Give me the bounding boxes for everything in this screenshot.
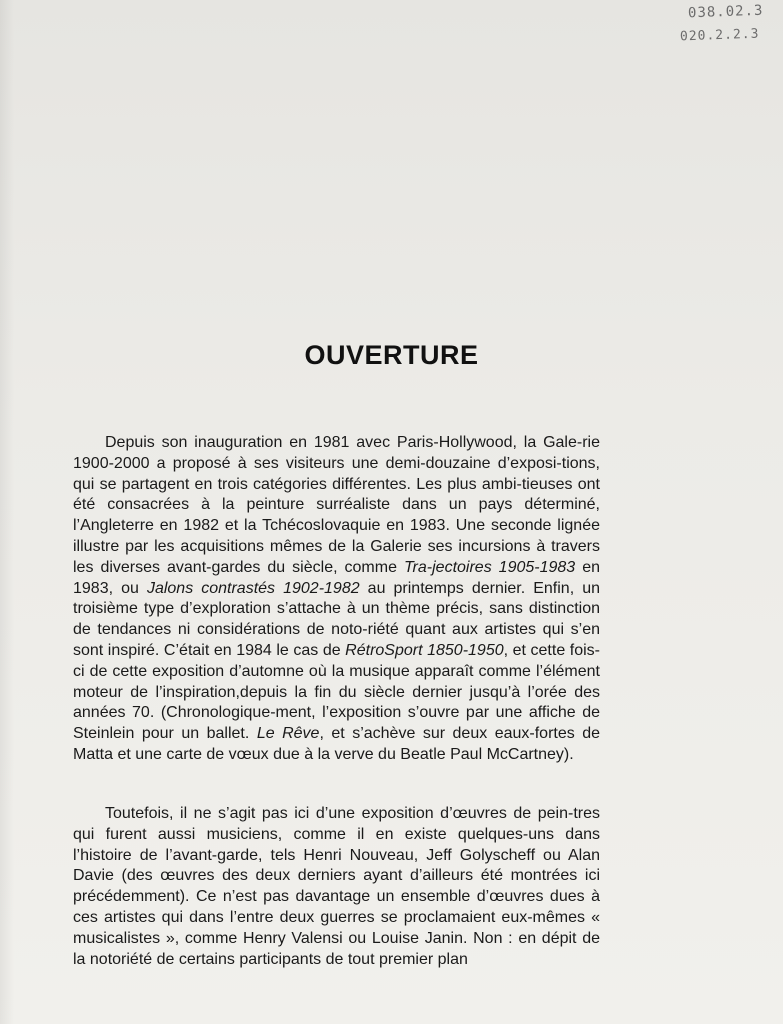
paragraph-1-text-3: au printemps dernier. Enfin, un troisième type d’exploration s’attache à un thème précis, sans distinction de tendances ni considérations de noto-riété quant aux artistes qui s’en sont inspiré. C’était en 1984 le cas de — [73, 579, 600, 659]
paragraph-1-text-2: en 1983, ou — [73, 558, 600, 597]
handwritten-annotation-1: 038.02.3 — [687, 2, 764, 22]
paragraph-1-text-1: Depuis son inauguration en 1981 avec Paris-Hollywood, la Gale-rie 1900-2000 a proposé à ses visiteurs une demi-douzaine d’exposi-tions, qui se partagent en trois catégories différentes. Les plus ambi-tieuses ont été consacrées à la peinture surréaliste dans un pays déterminé, l’Angleterre en 1982 et la Tchécoslovaquie en 1983. Une seconde lignée illustre par les acquisitions mêmes de la Galerie ses incursions à travers les diverses avant-gardes du siècle, comme — [73, 434, 600, 576]
paragraph-1 — [73, 433, 600, 766]
paragraph-1-text-4: , et cette fois-ci de cette exposition d’automne où la musique apparaît comme l’élément moteur de l’inspiration,depuis la fin du siècle dernier jusqu’à l’orée des années 70. (Chronologique-ment, l’exposition s’ouvre par une affiche de Steinlein pour un ballet. — [73, 641, 601, 743]
handwritten-annotation-2: 020.2.2.3 — [679, 26, 760, 45]
paragraph-1-text-5: , et s’achève sur deux eaux-fortes de Matta et une carte de vœux due à la verve du Beatle Paul McCartney). — [73, 725, 601, 763]
page-edge-shadow — [0, 0, 14, 1024]
paragraph-1-italic-2: Jalons contrastés 1902-1982 — [146, 579, 360, 597]
page-title: OUVERTURE — [304, 340, 479, 370]
paragraph-1-italic-4: Le Rêve — [256, 725, 320, 743]
paragraph-1-italic-1: Tra-jectoires 1905-1983 — [403, 558, 576, 576]
paragraph-2: Toutefois, il ne s’agit pas ici d’une exposition d’œuvres de pein-tres qui furent aussi musiciens, comme il en existe quelques-uns dans l’histoire de l’avant-garde, tels Henri Nouveau, Jeff Golyscheff ou Alan Davie (des œuvres des deux derniers ayant d’ailleurs été montrées ici précédemment). Ce n’est pas davantage un ensemble d’œuvres dues à ces artistes qui dans l’entre deux guerres se proclamaient eux-mêmes « musicalistes », comme Henry Valensi ou Louise Janin. Non : en dépit de la notoriété de certains participants de tout premier plan — [73, 805, 600, 968]
paragraph-1-italic-3: RétroSport 1850-1950 — [345, 641, 504, 659]
